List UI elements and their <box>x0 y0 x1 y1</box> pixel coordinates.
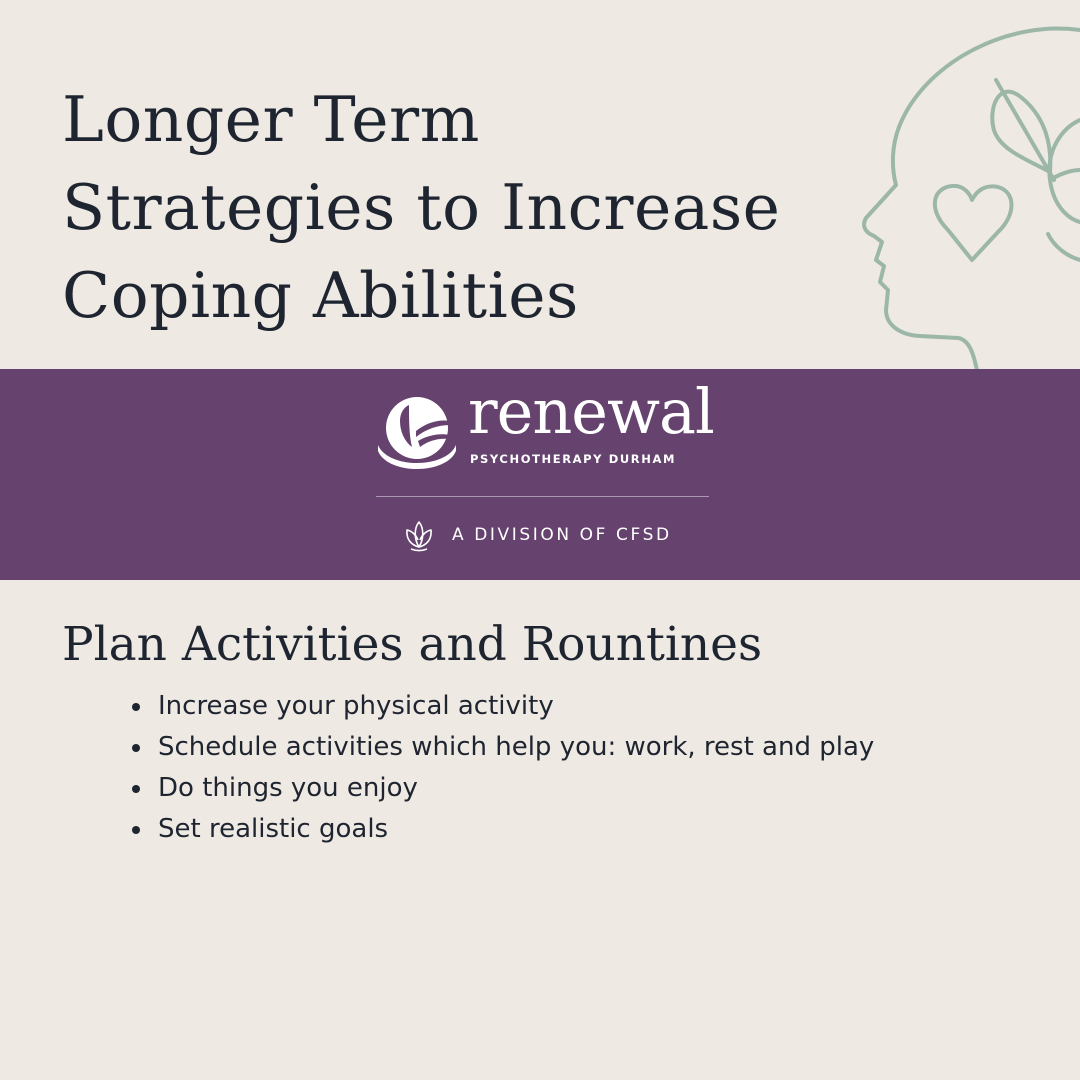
bullet-icon <box>132 744 140 752</box>
title-line-3: Coping Abilities <box>62 259 579 332</box>
bullet-icon <box>132 785 140 793</box>
list-item-text: Schedule activities which help you: work, rest and play <box>158 732 875 762</box>
brand-name: renewal <box>468 375 714 448</box>
section-heading: Plan Activities and Rountines <box>62 617 763 672</box>
lotus-icon <box>402 519 436 553</box>
renewal-logo-icon <box>374 395 460 471</box>
list-item <box>130 686 874 727</box>
bullet-icon <box>132 703 140 711</box>
bullet-icon <box>132 826 140 834</box>
list-item <box>130 809 874 850</box>
head-heart-illustration-icon <box>840 20 1080 380</box>
page-title <box>62 76 780 340</box>
list-item-text: Set realistic goals <box>158 814 389 844</box>
title-line-2: Strategies to Increase <box>62 171 781 244</box>
list-item-text: Do things you enjoy <box>158 773 418 803</box>
division-label: A DIVISION OF CFSD <box>452 525 672 545</box>
list-item-text: Increase your physical activity <box>158 691 554 721</box>
list-item <box>130 768 874 809</box>
list-item <box>130 727 874 768</box>
title-line-1: Longer Term <box>62 83 480 156</box>
brand-subtitle: PSYCHOTHERAPY DURHAM <box>470 452 677 466</box>
strategy-list <box>130 686 874 850</box>
brand-divider <box>376 496 709 497</box>
